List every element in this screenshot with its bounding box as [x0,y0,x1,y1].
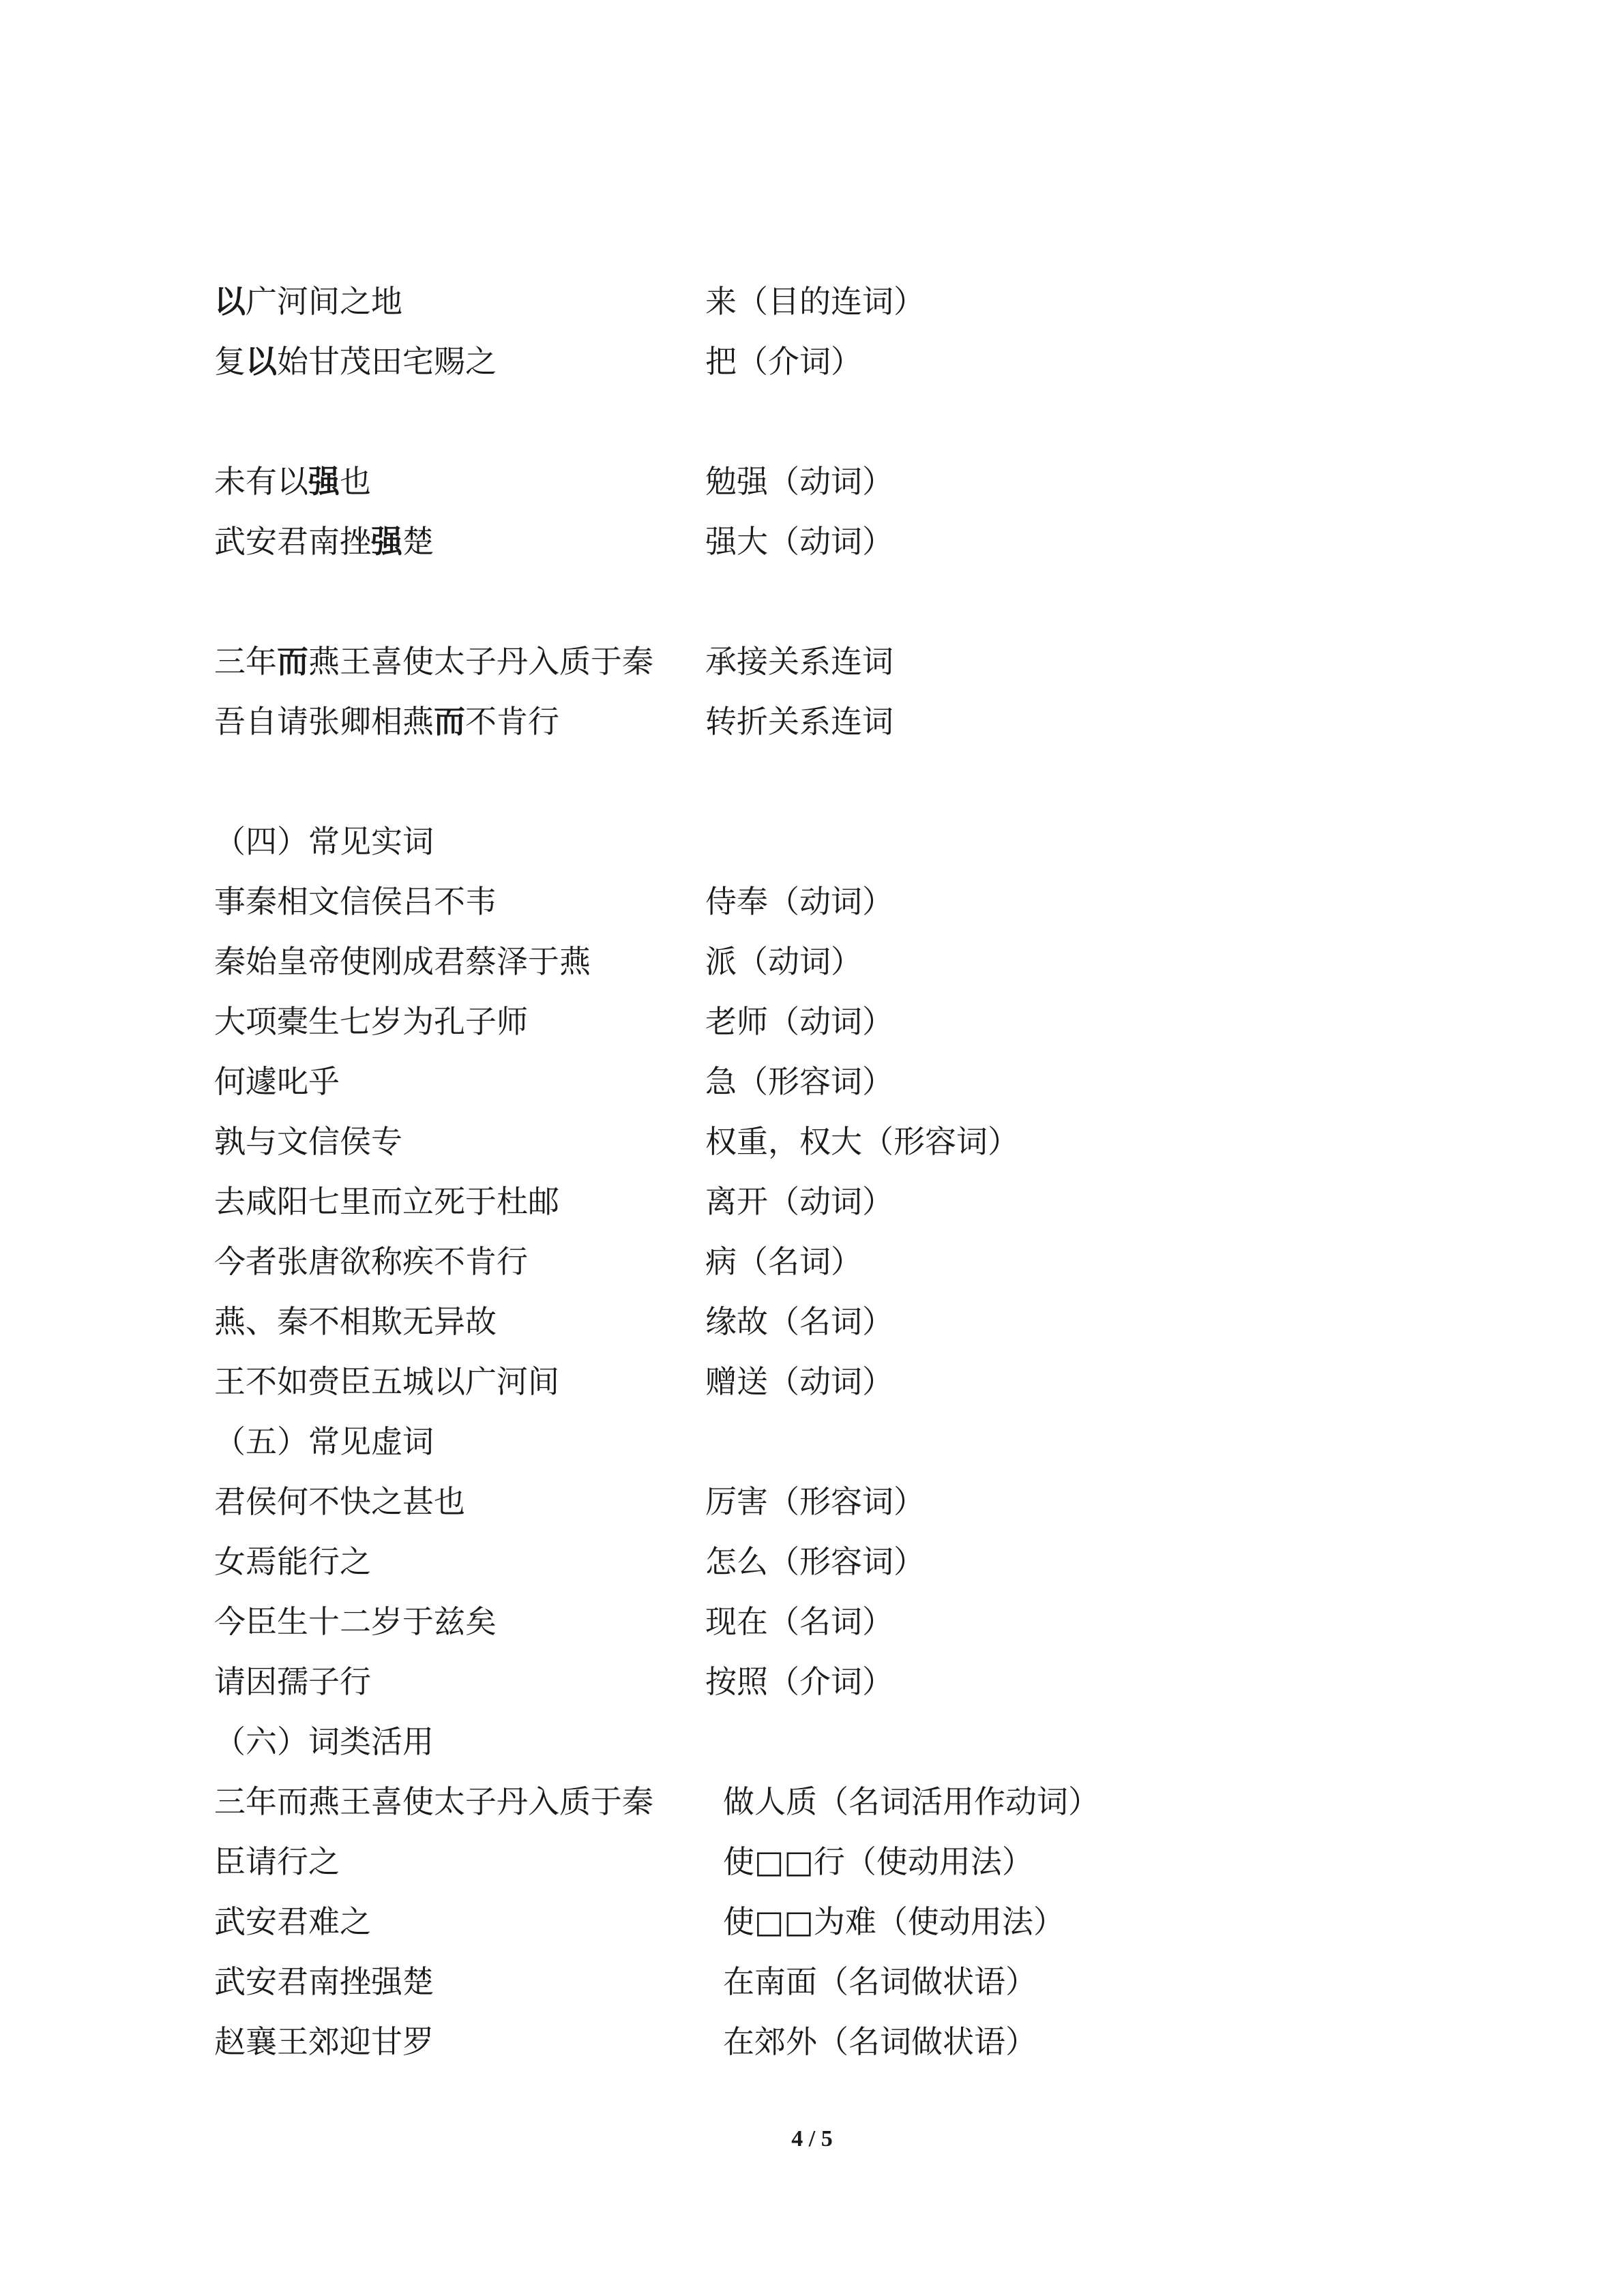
list-item [214,451,1510,511]
word-meaning: 病（名词） [705,1243,862,1280]
example-sentence: 三年而燕王喜使太子丹入质于秦 [214,1783,653,1820]
list-item [214,1292,1510,1352]
word-meaning: 使□□行（使动用法） [723,1843,1033,1880]
example-sentence: 今者张唐欲称疾不肯行 [214,1243,528,1280]
highlighted-word: 而 [277,643,308,680]
example-sentence: 武安君难之 [214,1903,371,1940]
list-item [214,631,1510,691]
example-sentence: 女焉能行之 [214,1543,371,1580]
list-item [214,691,1510,751]
section-heading: （六）词类活用 [214,1723,434,1760]
sentence-prefix: 未有以 [214,463,308,500]
word-meaning: 在郊外（名词做状语） [723,2023,1037,2060]
list-item [214,271,1510,331]
sentence-prefix: 复 [214,343,246,380]
example-sentence: 燕、秦不相欺无异故 [214,1303,497,1340]
word-meaning: 在南面（名词做状语） [723,1963,1037,2000]
example-sentence: 王不如赍臣五城以广河间 [214,1363,559,1400]
word-meaning: 老师（动词） [705,1003,894,1040]
word-meaning: 转折关系连词 [705,703,894,740]
sentence-suffix: 燕王喜使太子丹入质于秦 [308,643,653,680]
list-item [214,1172,1510,1232]
list-item [214,1052,1510,1112]
highlighted-word: 而 [434,703,465,740]
word-meaning: 把（介词） [705,343,862,380]
example-sentence: 君侯何不快之甚也 [214,1483,465,1520]
example-sentence: 武安君南挫强楚 [214,1963,434,2000]
list-item [214,1952,1510,2012]
word-meaning: 赠送（动词） [705,1363,894,1400]
example-sentence [214,511,434,571]
sentence-suffix: 广河间之地 [246,283,402,320]
example-sentence: 赵襄王郊迎甘罗 [214,2023,434,2060]
list-item [214,1772,1510,1832]
highlighted-word: 以 [246,343,277,380]
sentence-suffix: 也 [340,463,371,500]
word-meaning: 承接关系连词 [705,643,894,680]
list-item [214,1232,1510,1292]
word-meaning: 权重，权大（形容词） [705,1123,1019,1160]
list-item [214,1592,1510,1652]
word-meaning: 怎么（形容词） [705,1543,925,1580]
example-sentence: 何遽叱乎 [214,1063,340,1100]
word-meaning: 强大（动词） [705,523,894,560]
example-sentence [214,631,653,691]
example-sentence: 秦始皇帝使刚成君蔡泽于燕 [214,943,591,980]
list-item [214,1892,1510,1952]
example-sentence: 今臣生十二岁于兹矣 [214,1603,497,1640]
example-sentence [214,331,497,391]
list-item [214,331,1510,391]
example-sentence [214,271,402,331]
example-sentence [214,451,371,511]
word-meaning: 急（形容词） [705,1063,894,1100]
highlighted-word: 强 [308,463,340,500]
example-sentence: 请因孺子行 [214,1663,371,1700]
list-item [214,1832,1510,1892]
spacer [214,391,1510,451]
highlighted-word: 以 [214,283,246,320]
word-meaning: 做人质（名词活用作动词） [723,1783,1099,1820]
example-sentence: 孰与文信侯专 [214,1123,402,1160]
example-sentence: 事秦相文信侯吕不韦 [214,883,497,920]
word-meaning: 离开（动词） [705,1183,894,1220]
word-meaning: 使□□为难（使动用法） [723,1903,1065,1940]
list-item [214,1652,1510,1712]
highlighted-word: 强 [371,523,402,560]
list-item [214,511,1510,571]
word-meaning: 派（动词） [705,943,862,980]
sentence-prefix: 三年 [214,643,277,680]
list-item [214,871,1510,931]
sentence-suffix: 楚 [402,523,434,560]
list-item [214,1112,1510,1172]
spacer [214,751,1510,811]
example-sentence: 臣请行之 [214,1843,340,1880]
example-sentence [214,691,559,751]
spacer [214,571,1510,631]
section-heading: （四）常见实词 [214,823,434,860]
word-meaning: 缘故（名词） [705,1303,894,1340]
list-item [214,992,1510,1052]
list-item [214,1532,1510,1592]
list-item [214,1472,1510,1532]
word-meaning: 侍奉（动词） [705,883,894,920]
page-number: 4 / 5 [791,2126,833,2151]
list-item [214,1352,1510,1412]
example-sentence: 去咸阳七里而立死于杜邮 [214,1183,559,1220]
document-body [214,271,1510,2072]
sentence-suffix: 始甘茂田宅赐之 [277,343,497,380]
word-meaning: 厉害（形容词） [705,1483,925,1520]
example-sentence: 大项橐生七岁为孔子师 [214,1003,528,1040]
word-meaning: 现在（名词） [705,1603,894,1640]
list-item [214,2012,1510,2072]
list-item [214,931,1510,992]
sentence-prefix: 武安君南挫 [214,523,371,560]
section-heading: （五）常见虚词 [214,1423,434,1460]
sentence-suffix: 不肯行 [465,703,559,740]
word-meaning: 来（目的连词） [705,283,925,320]
word-meaning: 勉强（动词） [705,463,894,500]
word-meaning: 按照（介词） [705,1663,894,1700]
sentence-prefix: 吾自请张卿相燕 [214,703,434,740]
